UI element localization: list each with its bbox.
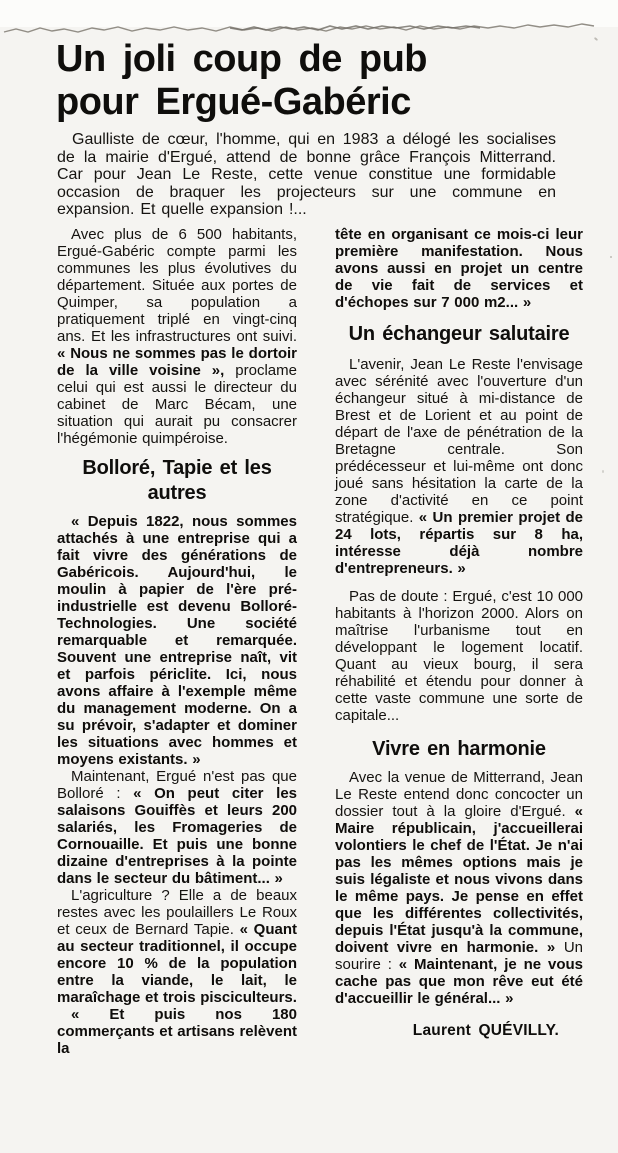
body-paragraph bbox=[335, 769, 583, 1007]
body-paragraph bbox=[57, 1006, 297, 1057]
scan-speck bbox=[594, 37, 598, 41]
torn-paper-edge bbox=[0, 21, 618, 37]
body-paragraph bbox=[335, 588, 583, 724]
text-run: Un sourire : bbox=[335, 939, 583, 973]
section-heading-harmonie: Vivre en harmonie bbox=[372, 738, 546, 760]
body-paragraph bbox=[57, 768, 297, 887]
article-title-line2: pour Ergué-Gabéric bbox=[56, 81, 411, 123]
text-run: Pas de doute : Ergué, c'est 10 000 habitants à l'horizon 2000. Alors on maîtrise l'urbanisme tout en développant le logement locatif. Quant au vieux bourg, il sera réhabilité et étendu pour donner à cette vaste commune une sorte de capitale... bbox=[335, 588, 583, 724]
body-paragraph bbox=[57, 887, 297, 1006]
body-paragraph bbox=[57, 513, 297, 768]
bold-quote: tête en organisant ce mois-ci leur première manifestation. Nous avons aussi en projet un centre de vie fait de services et d'échopes sur 7 000 m2... » bbox=[335, 226, 583, 311]
body-paragraph bbox=[335, 356, 583, 577]
text-run: Avec la venue de Mitterrand, Jean Le Reste entend donc concocter un dossier tout à la gloire d'Ergué. bbox=[335, 769, 583, 820]
right-column bbox=[335, 226, 583, 1039]
left-column bbox=[57, 226, 297, 1057]
body-paragraph bbox=[57, 226, 297, 447]
body-paragraph bbox=[335, 226, 583, 311]
bold-quote: « Un premier projet de 24 lots, répartis sur 8 ha, intéresse déjà nombre d'entrepreneurs. » bbox=[335, 509, 583, 577]
scan-speck bbox=[602, 470, 604, 473]
section-heading-bollore-tapie: Bolloré, Tapie et les autres bbox=[82, 457, 272, 504]
text-run: Maintenant, Ergué n'est pas que Bolloré : bbox=[57, 768, 297, 802]
text-run: L'agriculture ? Elle a de beaux restes avec les poulaillers Le Roux et ceux de Bernard Tapie. bbox=[57, 887, 297, 938]
bold-quote: « Quant au secteur traditionnel, il occupe encore 10 % de la population entre la viande, le lait, le maraîchage et trois pisciculteurs. bbox=[57, 921, 298, 1006]
bold-quote: « Nous ne sommes pas le dortoir de la ville voisine », bbox=[57, 345, 297, 379]
text-run: Avec plus de 6 500 habitants, Ergué-Gabéric compte parmi les communes les plus évolutives du département. Située aux portes de Quimper, sa population a pratiquement triplé en vingt-cinq ans. Et les infrastructures ont suivi. bbox=[57, 226, 297, 345]
author-byline: Laurent QUÉVILLY. bbox=[412, 1022, 559, 1039]
bold-quote: « On peut citer les salaisons Gouiffès et leurs 200 salariés, les Fromageries de Cornouaille. Et puis une bonne dizaine d'entreprises à la pointe dans le secteur du bâtiment... » bbox=[57, 785, 297, 887]
scan-speck bbox=[610, 256, 612, 258]
lead-paragraph: Gaulliste de cœur, l'homme, qui en 1983 a délogé les socialises de la mairie d'Ergué, attend de bonne grâce François Mitterrand. Car pour Jean Le Reste, cette venue constitue une formidable occasion de braquer les projecteurs sur une commune en expansion. Et quelle expansion !... bbox=[57, 131, 556, 219]
text-run: L'avenir, Jean Le Reste l'envisage avec sérénité avec l'ouverture d'un échangeur situé à mi-distance de Brest et de Lorient et au point de départ de l'axe de pénétration de la Bretagne centrale. Son prédécesseur et lui-même ont donc joué sans hésitation la carte de la zone d'activité en ce point stratégique. bbox=[335, 356, 583, 526]
article-title-line1: Un joli coup de pub bbox=[56, 38, 428, 80]
section-heading-echangeur: Un échangeur salutaire bbox=[348, 323, 570, 345]
bold-quote: « Maintenant, je ne vous cache pas que mon rêve eut été d'accueillir le général... » bbox=[335, 956, 583, 1007]
bold-quote: « Et puis nos 180 commerçants et artisans relèvent la bbox=[57, 1006, 297, 1057]
text-run: proclame celui qui est aussi le directeur du cabinet de Marc Bécam, une situation qui aurait pu consacrer l'hégémonie quimpéroise. bbox=[57, 362, 297, 447]
article-title bbox=[56, 38, 576, 124]
bold-quote: « Maire républicain, j'accueillerai volontiers le chef de l'État. Je n'ai pas les mêmes options mais je suis légaliste et nous vivons dans le même pays. Je pense en effet que les différentes collectivités, depuis l'État jusqu'à la commune, doivent vivre en harmonie. » bbox=[335, 803, 583, 956]
bold-quote: « Depuis 1822, nous sommes attachés à une entreprise qui a fait vivre des générations de Gabéricois. Aujourd'hui, le moulin à papier de l'ère pré-industrielle est devenu Bolloré-Technologies. Une société remarquable et remarquée. Souvent une entreprise naît, vit et parfois périclite. Ici, nous avons affaire à l'exemple même du management moderne. On a su prévoir, s'adapter et dominer les situations avec hommes et moyens existants. » bbox=[57, 513, 297, 768]
